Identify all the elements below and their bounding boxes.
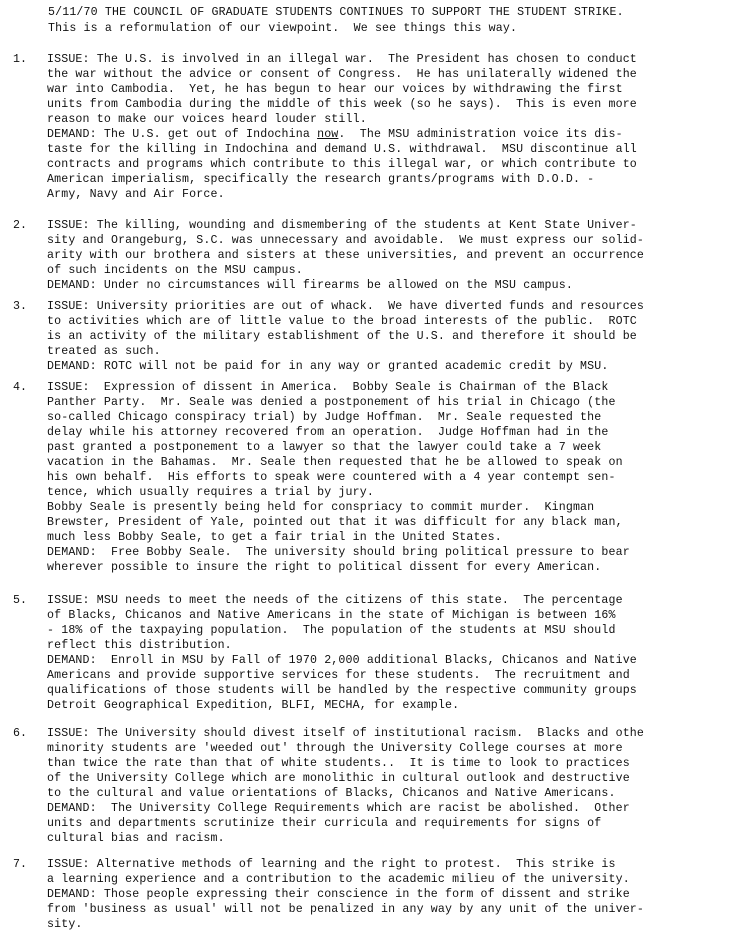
item-text-line [47, 113, 367, 127]
text-segment: qualifications of those students will be handled by the respective community groups [47, 684, 637, 697]
item-text-line [47, 234, 644, 248]
text-segment: than twice the rate than that of white students.. It is time to look to practices [47, 757, 630, 770]
item-text-line [47, 411, 601, 425]
text-segment: Bobby Seale is presently being held for conspriacy to commit murder. Kingman [47, 501, 595, 514]
item-text-line [47, 654, 637, 668]
item-text-line [47, 888, 630, 902]
item-text-line [47, 546, 630, 560]
text-segment: is an activity of the military establishment of the U.S. and therefore it should be [47, 330, 637, 343]
item-text-line [47, 501, 594, 515]
text-segment: of the University College which are monolithic in cultural outlook and destructive [47, 772, 630, 785]
item-number: 5. [13, 594, 27, 607]
item-number: 4. [13, 381, 27, 394]
item-text-line [47, 609, 616, 623]
text-segment: ISSUE: The U.S. is involved in an illegal war. The President has chosen to conduct [47, 53, 637, 66]
item-number: 7. [13, 858, 27, 871]
item-text-line [47, 832, 225, 846]
text-segment: to activities which are of little value to the broad interests of the public. ROTC [47, 315, 637, 328]
text-segment: ISSUE: Expression of dissent in America. Bobby Seale is Chairman of the Black [47, 381, 609, 394]
text-segment: past granted a postponement to a lawyer so that the lawyer could take a 7 week [47, 441, 602, 454]
item-text-line [47, 360, 608, 374]
text-segment: sity and Orangeburg, S.C. was unnecessary and avoidable. We must express our solid- [47, 234, 645, 247]
item-number: 2. [13, 219, 27, 232]
item-text-line [47, 471, 616, 485]
text-segment: vacation in the Bahamas. Mr. Seale then requested that he be allowed to speak on [47, 456, 623, 469]
item-text-line [47, 817, 601, 831]
item-text-line [47, 561, 601, 575]
item-text-line [47, 903, 644, 917]
item-text-line [47, 264, 303, 278]
item-text-line [47, 98, 637, 112]
item-text-line [47, 669, 630, 683]
item-text-line [47, 143, 637, 157]
text-segment: taste for the killing in Indochina and demand U.S. withdrawal. MSU discontinue all [47, 143, 637, 156]
text-segment: wherever possible to insure the right to political dissent for every American. [47, 561, 602, 574]
item-text-line [47, 456, 623, 470]
item-text-line [47, 83, 623, 97]
item-text-line [47, 757, 630, 771]
item-text-line [47, 594, 623, 608]
item-text-line [47, 918, 83, 932]
item-text-line [47, 426, 608, 440]
text-segment: ISSUE: The University should divest itself of institutional racism. Blacks and othe [47, 727, 645, 740]
text-segment: Detroit Geographical Expedition, BLFI, MECHA, for example. [47, 699, 460, 712]
text-segment: Americans and provide supportive services for these students. The recruitment and [47, 669, 630, 682]
text-segment: DEMAND: Free Bobby Seale. The university should bring political pressure to bear [47, 546, 630, 559]
text-segment: DEMAND: The U.S. get out of Indochina [47, 128, 318, 141]
item-text-line [47, 53, 637, 67]
text-segment: - 18% of the taxpaying population. The population of the students at MSU should [47, 624, 616, 637]
item-text-line [47, 624, 616, 638]
item-text-line [47, 772, 630, 786]
item-text-line [47, 330, 637, 344]
text-segment: sity. [47, 918, 83, 931]
item-text-line [47, 873, 630, 887]
item-text-line [47, 742, 623, 756]
item-text-line [47, 441, 601, 455]
text-segment: DEMAND: Enroll in MSU by Fall of 1970 2,000 additional Blacks, Chicanos and Native [47, 654, 637, 667]
item-text-line [47, 684, 637, 698]
text-segment: DEMAND: ROTC will not be paid for in any way or granted academic credit by MSU. [47, 360, 609, 373]
text-segment: from 'business as usual' will not be penalized in any way by any unit of the univer- [47, 903, 645, 916]
item-text-line [47, 279, 573, 293]
text-segment: . The MSU administration voice its dis- [338, 128, 623, 141]
text-segment: DEMAND: Those people expressing their conscience in the form of dissent and strike [47, 888, 630, 901]
text-segment: of Blacks, Chicanos and Native Americans in the state of Michigan is between 16% [47, 609, 616, 622]
text-segment: ISSUE: The killing, wounding and dismembering of the students at Kent State Univer- [47, 219, 637, 232]
text-segment: tence, which usually requires a trial by jury. [47, 486, 374, 499]
text-segment: ISSUE: Alternative methods of learning and the right to protest. This strike is [47, 858, 616, 871]
item-text-line [47, 128, 623, 142]
text-segment: units and departments scrutinize their curricula and requirements for signs of [47, 817, 602, 830]
text-segment: Brewster, President of Yale, pointed out that it was difficult for any black man, [47, 516, 623, 529]
item-text-line [47, 188, 225, 202]
text-segment: now [317, 128, 339, 141]
item-text-line [47, 219, 637, 233]
item-text-line [47, 68, 637, 82]
item-text-line [47, 858, 616, 872]
text-segment: ISSUE: University priorities are out of whack. We have diverted funds and resources [47, 300, 645, 313]
item-text-line [47, 531, 502, 545]
text-segment: treated as such. [47, 345, 161, 358]
text-segment: ISSUE: MSU needs to meet the needs of the citizens of this state. The percentage [47, 594, 623, 607]
text-segment: reflect this distribution. [47, 639, 232, 652]
text-segment: minority students are 'weeded out' through the University College courses at more [47, 742, 623, 755]
item-text-line [47, 249, 644, 263]
item-text-line [47, 802, 630, 816]
item-number: 1. [13, 53, 27, 66]
item-text-line [47, 787, 616, 801]
text-segment: a learning experience and a contribution to the academic milieu of the university. [47, 873, 630, 886]
item-text-line [47, 345, 161, 359]
text-segment: his own behalf. His efforts to speak were countered with a 4 year contempt sen- [47, 471, 616, 484]
text-segment: Army, Navy and Air Force. [47, 188, 225, 201]
item-text-line [47, 727, 644, 741]
item-text-line [47, 639, 232, 653]
text-segment: Panther Party. Mr. Seale was denied a postponement of his trial in Chicago (the [47, 396, 616, 409]
item-text-line [47, 699, 459, 713]
item-number: 3. [13, 300, 27, 313]
item-text-line [47, 158, 637, 172]
text-segment: war into Cambodia. Yet, he has begun to hear our voices by withdrawing the first [47, 83, 623, 96]
item-text-line [47, 516, 623, 530]
text-segment: delay while his attorney recovered from an operation. Judge Hoffman had in the [47, 426, 609, 439]
text-segment: American imperialism, specifically the research grants/programs with D.O.D. - [47, 173, 595, 186]
text-segment: the war without the advice or consent of Congress. He has unilaterally widened the [47, 68, 637, 81]
text-segment: to the cultural and value orientations of Blacks, Chicanos and Native Americans. [47, 787, 616, 800]
item-number: 6. [13, 727, 27, 740]
text-segment: contracts and programs which contribute to this illegal war, or which contribute to [47, 158, 637, 171]
text-segment: cultural bias and racism. [47, 832, 225, 845]
item-text-line [47, 381, 608, 395]
header-line-1: 5/11/70 THE COUNCIL OF GRADUATE STUDENTS CONTINUES TO SUPPORT THE STUDENT STRIKE. [48, 6, 624, 19]
text-segment: DEMAND: The University College Requirements which are racist be abolished. Other [47, 802, 630, 815]
text-segment: arity with our brothera and sisters at these universities, and prevent an occurrence [47, 249, 645, 262]
text-segment: much less Bobby Seale, to get a fair trial in the United States. [47, 531, 502, 544]
item-text-line [47, 396, 616, 410]
header-line-2: This is a reformulation of our viewpoint. We see things this way. [48, 22, 518, 35]
text-segment: units from Cambodia during the middle of this week (so he says). This is even more [47, 98, 637, 111]
item-text-line [47, 486, 374, 500]
text-segment: of such incidents on the MSU campus. [47, 264, 303, 277]
item-text-line [47, 315, 637, 329]
text-segment: so-called Chicago conspiracy trial) by Judge Hoffman. Mr. Seale requested the [47, 411, 602, 424]
text-segment: DEMAND: Under no circumstances will firearms be allowed on the MSU campus. [47, 279, 573, 292]
item-text-line [47, 300, 644, 314]
text-segment: reason to make our voices heard louder still. [47, 113, 367, 126]
item-text-line [47, 173, 594, 187]
